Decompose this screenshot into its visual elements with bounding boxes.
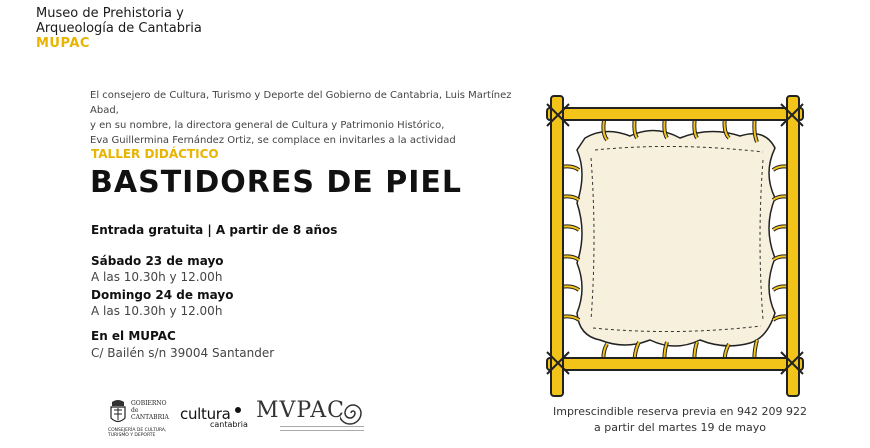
consejeria-name [108,428,166,438]
museum-name-line2: Arqueología de Cantabria [36,21,202,36]
date-saturday: Sábado 23 de mayo [91,254,224,268]
gobierno-cantabria-logo [108,398,172,442]
event-kicker: TALLER DIDÁCTICO [91,147,219,161]
gobierno-word: GOBIERNO [131,400,167,407]
invitation-text [90,88,540,148]
reservation-phone: Imprescindible reserva previa en 942 209 922 [552,405,807,418]
reservation-notice [548,404,812,436]
invitation-line: y en su nombre, la directora general de Cultura y Patrimonio Histórico, [90,120,445,131]
cantabria-word: cantabria [210,420,248,429]
cultura-cantabria-logo [180,404,248,429]
cultura-word: cultura [180,405,231,423]
reservation-date: a partir del martes 19 de mayo [594,421,766,434]
time-sunday: A las 10.30h y 12.00h [91,304,223,318]
consejeria-line: CONSEJERÍA DE CULTURA, [108,428,167,433]
time-saturday: A las 10.30h y 12.00h [91,270,223,284]
cultura-dot-icon [235,407,241,413]
entry-info: Entrada gratuita | A partir de 8 años [91,223,338,237]
cantabria-word: CANTABRIA [131,414,169,421]
coat-of-arms-icon [108,398,128,426]
consejeria-line: TURISMO Y DEPORTE [108,433,156,438]
museum-header [36,6,202,51]
invitation-line: El consejero de Cultura, Turismo y Deporte del Gobierno de Cantabria, Luis Martínez Abad, [90,90,512,116]
venue-name: En el MUPAC [91,329,176,343]
mupac-logo [256,398,345,423]
hide-frame-illustration [535,88,815,398]
venue-address: C/ Bailén s/n 39004 Santander [91,346,275,360]
museum-acronym: MUPAC [36,36,90,51]
mupac-wordmark: MVPAC [256,398,345,423]
stretched-hide [577,130,775,346]
mupac-subtitle-lines [280,426,364,431]
invitation-line: Eva Guillermina Fernández Ortiz, se complace en invitarles a la actividad [90,135,456,146]
gobierno-name [131,400,169,421]
date-sunday: Domingo 24 de mayo [91,288,234,302]
museum-name-line1: Museo de Prehistoria y [36,6,184,21]
mupac-spiral-icon [340,400,366,426]
de-word: de [131,407,139,414]
event-title: BASTIDORES DE PIEL [90,165,462,200]
